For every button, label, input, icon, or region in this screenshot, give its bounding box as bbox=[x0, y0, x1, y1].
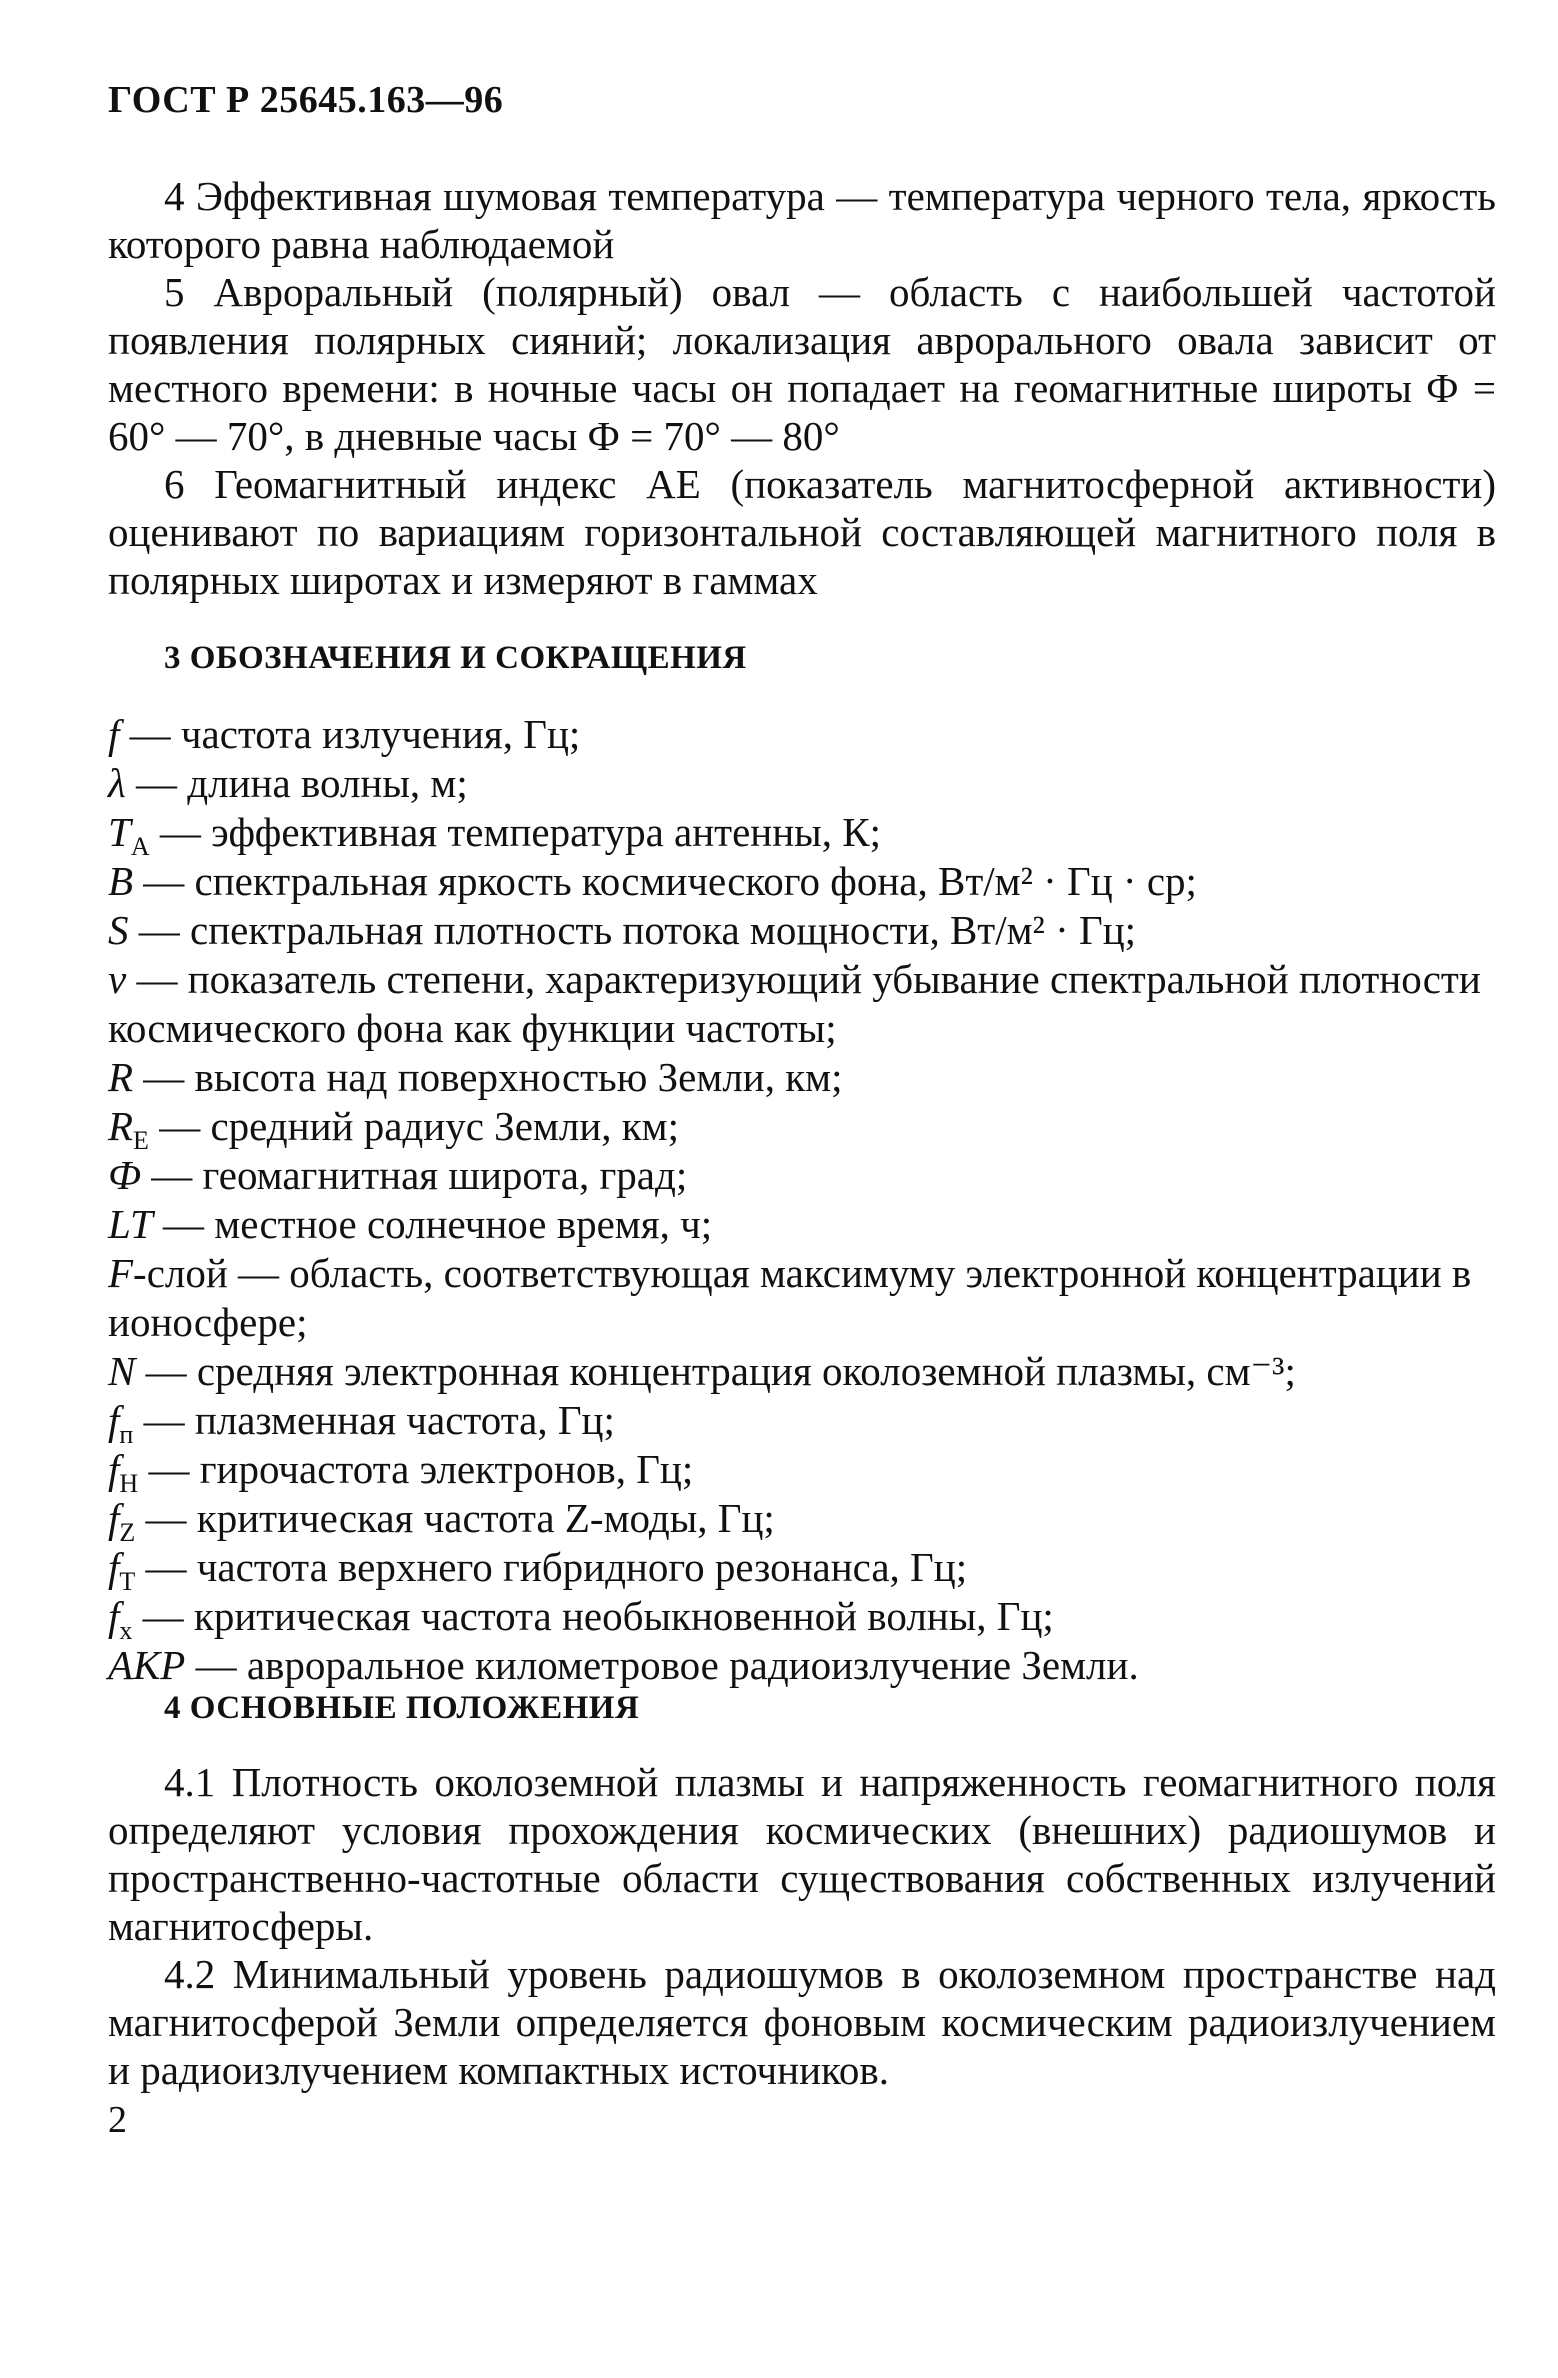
symbol-description: — спектральная плотность потока мощности, Вт/м² · Гц; bbox=[128, 907, 1137, 953]
symbol: R bbox=[108, 1103, 134, 1149]
paragraph: 6 Геомагнитный индекс АЕ (показатель магнитосферной активности) оценивают по вариациям горизонтальной составляющей магнитного поля в полярных широтах и измеряют в гаммах bbox=[108, 461, 1496, 603]
symbol: N bbox=[108, 1348, 136, 1394]
symbol-subscript: x bbox=[119, 1616, 133, 1646]
symbol-description: — частота верхнего гибридного резонанса, Гц; bbox=[135, 1544, 968, 1590]
section-3-heading: 3 ОБОЗНАЧЕНИЯ И СОКРАЩЕНИЯ bbox=[164, 640, 747, 676]
section-4-heading: 4 ОСНОВНЫЕ ПОЛОЖЕНИЯ bbox=[164, 1690, 640, 1726]
page-number: 2 bbox=[108, 2099, 127, 2141]
symbol-description: — геомагнитная широта, град; bbox=[140, 1152, 688, 1198]
symbol-definition bbox=[108, 1445, 1496, 1499]
symbol: Ф bbox=[108, 1152, 141, 1198]
symbol-subscript: Z bbox=[119, 1518, 136, 1548]
symbol: T bbox=[108, 809, 131, 855]
symbol-description: — авроральное километровое радиоизлучение Земли. bbox=[185, 1642, 1139, 1688]
symbol-subscript: H bbox=[119, 1469, 139, 1499]
section-4-body bbox=[108, 1758, 1496, 2094]
symbol-description: — плазменная частота, Гц; bbox=[133, 1397, 615, 1443]
symbol: LT bbox=[108, 1201, 153, 1247]
symbol-definition bbox=[108, 955, 1496, 1053]
symbol-definition bbox=[108, 906, 1496, 955]
symbol-description: — гирочастота электронов, Гц; bbox=[138, 1446, 694, 1492]
symbol-subscript: T bbox=[119, 1567, 136, 1597]
symbol-description: — частота излучения, Гц; bbox=[119, 711, 581, 757]
symbol-description: — местное солнечное время, ч; bbox=[152, 1201, 713, 1247]
symbol-description: — показатель степени, характеризующий убывание спектральной плотности космического фона как функции частоты; bbox=[108, 956, 1481, 1051]
symbol: ν bbox=[108, 956, 127, 1002]
symbol: f bbox=[108, 1544, 120, 1590]
symbol-definition bbox=[108, 1396, 1496, 1450]
symbol-description: — средняя электронная концентрация околоземной плазмы, см⁻³; bbox=[135, 1348, 1296, 1394]
symbol-definition bbox=[108, 1249, 1496, 1347]
paragraph: 4.2 Минимальный уровень радиошумов в околоземном пространстве над магнитосферой Земли определяется фоновым космическим радиоизлучением и радиоизлучением компактных источников. bbox=[108, 1951, 1496, 2093]
symbol: F bbox=[108, 1250, 134, 1296]
symbol-definition bbox=[108, 808, 1496, 862]
symbol: S bbox=[108, 907, 129, 953]
symbol: f bbox=[108, 1593, 120, 1639]
symbol: λ bbox=[108, 760, 126, 806]
paragraph: 4.1 Плотность околоземной плазмы и напряженность геомагнитного поля определяют условия прохождения космических (внешних) радиошумов и пространственно-частотные области существования собственных излучений магнитосферы. bbox=[108, 1759, 1496, 1949]
symbol-definition bbox=[108, 1347, 1496, 1396]
document-header: ГОСТ Р 25645.163—96 bbox=[108, 79, 504, 121]
symbol-definition bbox=[108, 1053, 1496, 1102]
symbol: f bbox=[108, 711, 120, 757]
symbol-description: -слой — область, соответствующая максимуму электронной концентрации в ионосфере; bbox=[108, 1250, 1472, 1345]
symbol-description: — критическая частота Z-моды, Гц; bbox=[135, 1495, 775, 1541]
symbol: R bbox=[108, 1054, 134, 1100]
symbol-definition bbox=[108, 1592, 1496, 1646]
symbol-definition bbox=[108, 1494, 1496, 1548]
symbol-description: — эффективная температура антенны, К; bbox=[149, 809, 881, 855]
symbol: f bbox=[108, 1397, 120, 1443]
symbol-definition bbox=[108, 1543, 1496, 1597]
symbol-definition bbox=[108, 1151, 1496, 1200]
symbol-definition bbox=[108, 1641, 1496, 1690]
paragraph: 4 Эффективная шумовая температура — температура черного тела, яркость которого равна наблюдаемой bbox=[108, 173, 1496, 267]
symbol-description: — спектральная яркость космического фона, Вт/м² · Гц · ср; bbox=[133, 858, 1197, 904]
symbol: B bbox=[108, 858, 134, 904]
symbol-subscript: п bbox=[119, 1420, 134, 1450]
symbol-description: — высота над поверхностью Земли, км; bbox=[133, 1054, 843, 1100]
symbol-subscript: A bbox=[130, 832, 150, 862]
symbol-description: — критическая частота необыкновенной волны, Гц; bbox=[132, 1593, 1054, 1639]
symbol-subscript: E bbox=[133, 1126, 149, 1156]
symbol-description: — длина волны, м; bbox=[125, 760, 468, 806]
symbol-description: — средний радиус Земли, км; bbox=[148, 1103, 680, 1149]
paragraph: 5 Авроральный (полярный) овал — область с наибольшей частотой появления полярных сияний; локализация аврорального овала зависит от местного времени: в ночные часы он попадает на геомагнитные широты Ф = 60° — 70°, в дневные часы Ф = 70° — 80° bbox=[108, 269, 1496, 459]
symbol: АКР bbox=[108, 1642, 186, 1688]
definitions-continued bbox=[108, 172, 1496, 604]
symbol-definition bbox=[108, 759, 1496, 808]
symbol: f bbox=[108, 1446, 120, 1492]
symbol-definition bbox=[108, 1200, 1496, 1249]
symbol-definition bbox=[108, 710, 1496, 759]
symbol-definition bbox=[108, 1102, 1496, 1156]
symbols-list bbox=[108, 710, 1496, 1690]
symbol-definition bbox=[108, 857, 1496, 906]
symbol: f bbox=[108, 1495, 120, 1541]
